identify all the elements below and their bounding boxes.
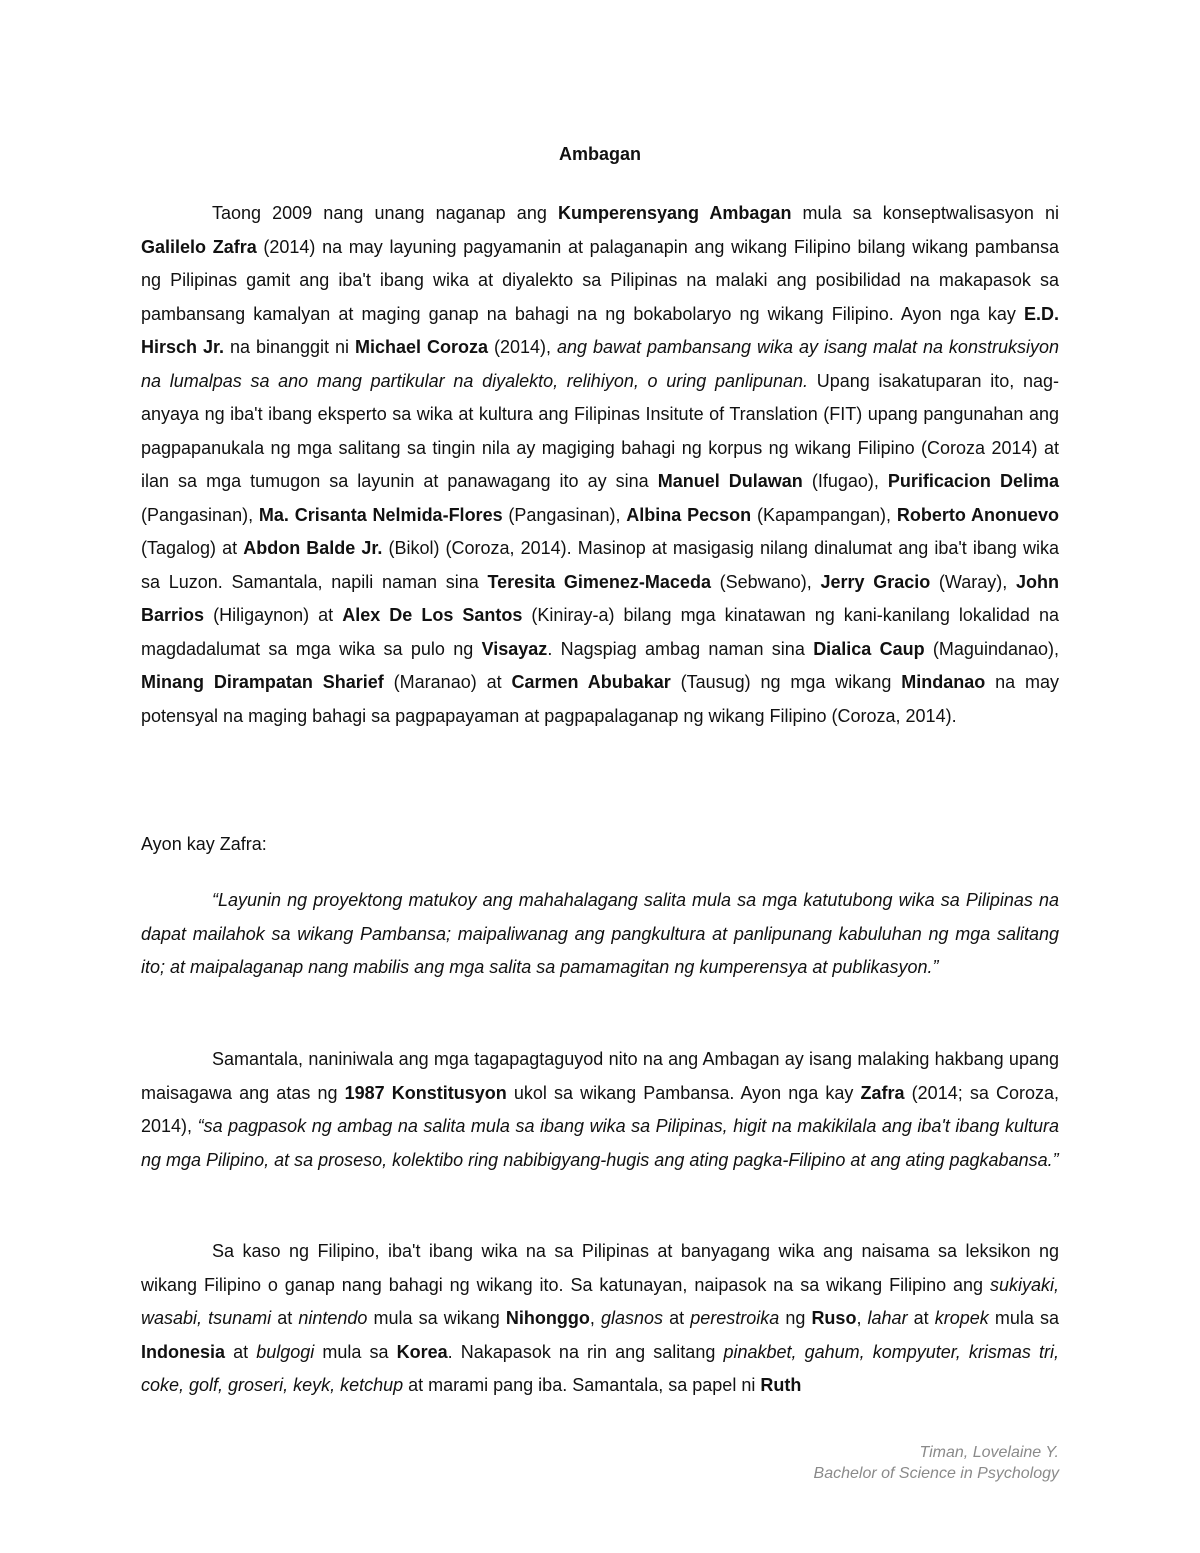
paragraph-text: Taong 2009 nang unang naganap ang <box>212 203 558 223</box>
bold-text: John Barrios <box>141 571 1059 625</box>
paragraph-text: at marami pang iba. Samantala, sa papel ni <box>403 1375 761 1395</box>
italic-text: glasnos <box>600 1308 663 1328</box>
italic-text: kropek <box>934 1308 989 1328</box>
paragraph-text: (Ifugao), <box>802 471 888 491</box>
paragraph-text: (Hiligaynon) at <box>204 605 343 625</box>
paragraph-text: , <box>856 1308 868 1328</box>
bold-text: Kumperensyang Ambagan <box>557 203 792 223</box>
bold-text: Teresita Gimenez-Maceda <box>487 571 711 592</box>
bold-text: Nihonggo <box>505 1308 590 1328</box>
paragraph-samantala <box>141 1043 1059 1177</box>
paragraph-sa-kaso-ng-filipino <box>141 1235 1059 1403</box>
bold-text: Minang Dirampatan Sharief <box>141 672 384 692</box>
paragraph-text: at <box>225 1341 257 1362</box>
paragraph-text: mula sa <box>988 1308 1060 1328</box>
bold-text: Dialica Caup <box>813 638 925 659</box>
paragraph-text: Samantala, naniniwala ang mga tagapagtaguyod nito na ang Ambagan ay isang malaking hakbang upang maisagawa ang atas ng <box>141 1049 1059 1103</box>
paragraph-text: Sa kaso ng Filipino, iba't ibang wika na sa Pilipinas at banyagang wika ang naisama sa leksikon ng wikang Filipino o ganap nang bahagi ng wikang ito. Sa katunayan, naipasok na sa wikang Filipino ang <box>141 1241 1059 1295</box>
italic-text: lahar <box>867 1308 908 1328</box>
paragraph-text: (Kiniray-a) bilang mga kinatawan ng kani-kanilang lokalidad na magdadalumat sa mga wika sa pulo ng <box>141 605 1060 659</box>
bold-text: Galilelo Zafra <box>141 236 257 257</box>
bold-text: Purificacion Delima <box>887 471 1059 491</box>
paragraph-text: mula sa konseptwalisasyon ni <box>791 203 1060 223</box>
bold-text: Mindanao <box>901 672 986 692</box>
paragraph-text: (Bikol) (Coroza, 2014). Masinop at masigasig nilang dinalumat ang iba't ibang wika sa Luzon. Samantala, napili naman sina <box>141 538 1059 592</box>
paragraph-text: , <box>589 1308 601 1328</box>
bold-text: Indonesia <box>141 1341 226 1362</box>
bold-text: Michael Coroza <box>354 337 488 357</box>
bold-text: Ruth <box>760 1375 802 1395</box>
italic-text: “Layunin ng proyektong matukoy ang mahahalagang salita mula sa mga katutubong wika sa Pilipinas na dapat mailahok sa wikang Pambansa; maipaliwanag ang pangkultura at panlipunang kabuluhan ng mga salitang ito; at maipalaganap nang mabilis ang mga salita sa pamamagitan ng kumperensya at publikasyon.” <box>141 890 1059 977</box>
bold-text: 1987 Konstitusyon <box>344 1082 507 1103</box>
paragraph-text: na may potensyal na maging bahagi sa pagpapayaman at pagpapalaganap ng wikang Filipino (Coroza, 2014). <box>141 672 1059 726</box>
paragraph-text: (Kapampangan), <box>751 504 897 525</box>
bold-text: E.D. Hirsch Jr. <box>141 303 1059 357</box>
paragraph-text: ng <box>779 1308 812 1328</box>
paragraph-text: mula sa <box>314 1341 397 1362</box>
paragraph-text: (Maguindanao), <box>924 638 1059 659</box>
paragraph-text: (Maranao) at <box>383 672 512 692</box>
paragraph-text: (2014), <box>487 337 557 357</box>
paragraph-text: (2014; sa Coroza, 2014), <box>141 1082 1059 1136</box>
paragraph-text: (Tausug) ng mga wikang <box>670 672 902 692</box>
italic-text: sukiyaki, wasabi, tsunami <box>141 1274 1059 1328</box>
paragraph-text: mula sa wikang <box>367 1308 506 1328</box>
paragraph-text: (2014) na may layuning pagyamanin at palaganapin ang wikang Filipino bilang wikang pambansa ng Pilipinas gamit ang iba't ibang wika at diyalekto sa Pilipinas na malaki ang posibilidad na makapasok sa pambansang kamalyan at maging ganap na bahagi na ng bokabolaryo ng wikang Filipino. Ayon nga kay <box>141 236 1059 324</box>
bold-text: Jerry Gracio <box>820 571 931 592</box>
bold-text: Korea <box>396 1341 448 1362</box>
footer-author-name: Timan, Lovelaine Y. <box>919 1444 1059 1461</box>
paragraph-text: at <box>662 1308 691 1328</box>
bold-text: Roberto Anonuevo <box>896 504 1059 525</box>
paragraph-text: (Pangasinan), <box>502 504 627 525</box>
italic-text: bulgogi <box>256 1341 315 1362</box>
paragraph-text: . Nagspiag ambag naman sina <box>547 638 814 659</box>
bold-text: Carmen Abubakar <box>511 672 671 692</box>
paragraph-text: at <box>907 1308 935 1328</box>
paragraph-text: Upang isakatuparan ito, nag-anyaya ng iba't ibang eksperto sa wika at kultura ang Filipinas Insitute of Translation (FIT) upang pangunahan ang pagpapanukala ng mga salitang sa tingin nila ay magiging bahagi ng korpus ng wikang Filipino (Coroza 2014) at ilan sa mga tumugon sa layunin at panawagang ito ay sina <box>141 370 1060 491</box>
paragraph-text: (Waray), <box>930 571 1016 592</box>
italic-text: “sa pagpasok ng ambag na salita mula sa ibang wika sa Pilipinas, higit na makikilala ang iba't ibang kultura ng mga Pilipino, at sa proseso, kolektibo ring nabibigyang-hugis ang ating pagka-Filipino at ang ating pagkabansa.” <box>141 1116 1059 1170</box>
paragraph-text: at <box>271 1308 299 1328</box>
paragraph-text: . Nakapasok na rin ang salitang <box>447 1341 724 1362</box>
paragraph-text: (Sebwano), <box>710 571 821 592</box>
paragraph-ambagan-history <box>141 197 1059 733</box>
italic-text: pinakbet, gahum, kompyuter, krismas tri, coke, golf, groseri, keyk, ketchup <box>141 1341 1059 1395</box>
paragraph-text: (Pangasinan), <box>141 504 259 525</box>
bold-text: Alex De Los Santos <box>342 605 523 625</box>
paragraph-ayon-kay-zafra <box>141 828 1059 862</box>
bold-text: Albina Pecson <box>626 504 752 525</box>
italic-text: ang bawat pambansang wika ay isang malat na konstruksiyon na lumalpas sa ano mang partikular na diyalekto, relihiyon, o uring panlipunan. <box>141 337 1059 391</box>
bold-text: Abdon Balde Jr. <box>243 538 383 558</box>
bold-text: Visayaz <box>481 638 548 659</box>
footer-program: Bachelor of Science in Psychology <box>813 1465 1059 1482</box>
bold-text: Ma. Crisanta Nelmida-Flores <box>258 504 503 525</box>
bold-text: Manuel Dulawan <box>657 471 803 491</box>
paragraph-text: (Tagalog) at <box>141 538 244 558</box>
document-title: Ambagan <box>558 144 641 164</box>
bold-text: Ruso <box>811 1308 857 1328</box>
italic-text: perestroika <box>690 1308 780 1328</box>
paragraph-text: Ayon kay Zafra: <box>141 834 267 854</box>
page-footer <box>814 1442 1059 1484</box>
paragraph-text: ukol sa wikang Pambansa. Ayon nga kay <box>506 1082 861 1103</box>
paragraph-text: na binanggit ni <box>224 337 355 357</box>
paragraph-zafra-quote <box>141 884 1059 985</box>
italic-text: nintendo <box>298 1308 368 1328</box>
bold-text: Zafra <box>860 1082 905 1103</box>
